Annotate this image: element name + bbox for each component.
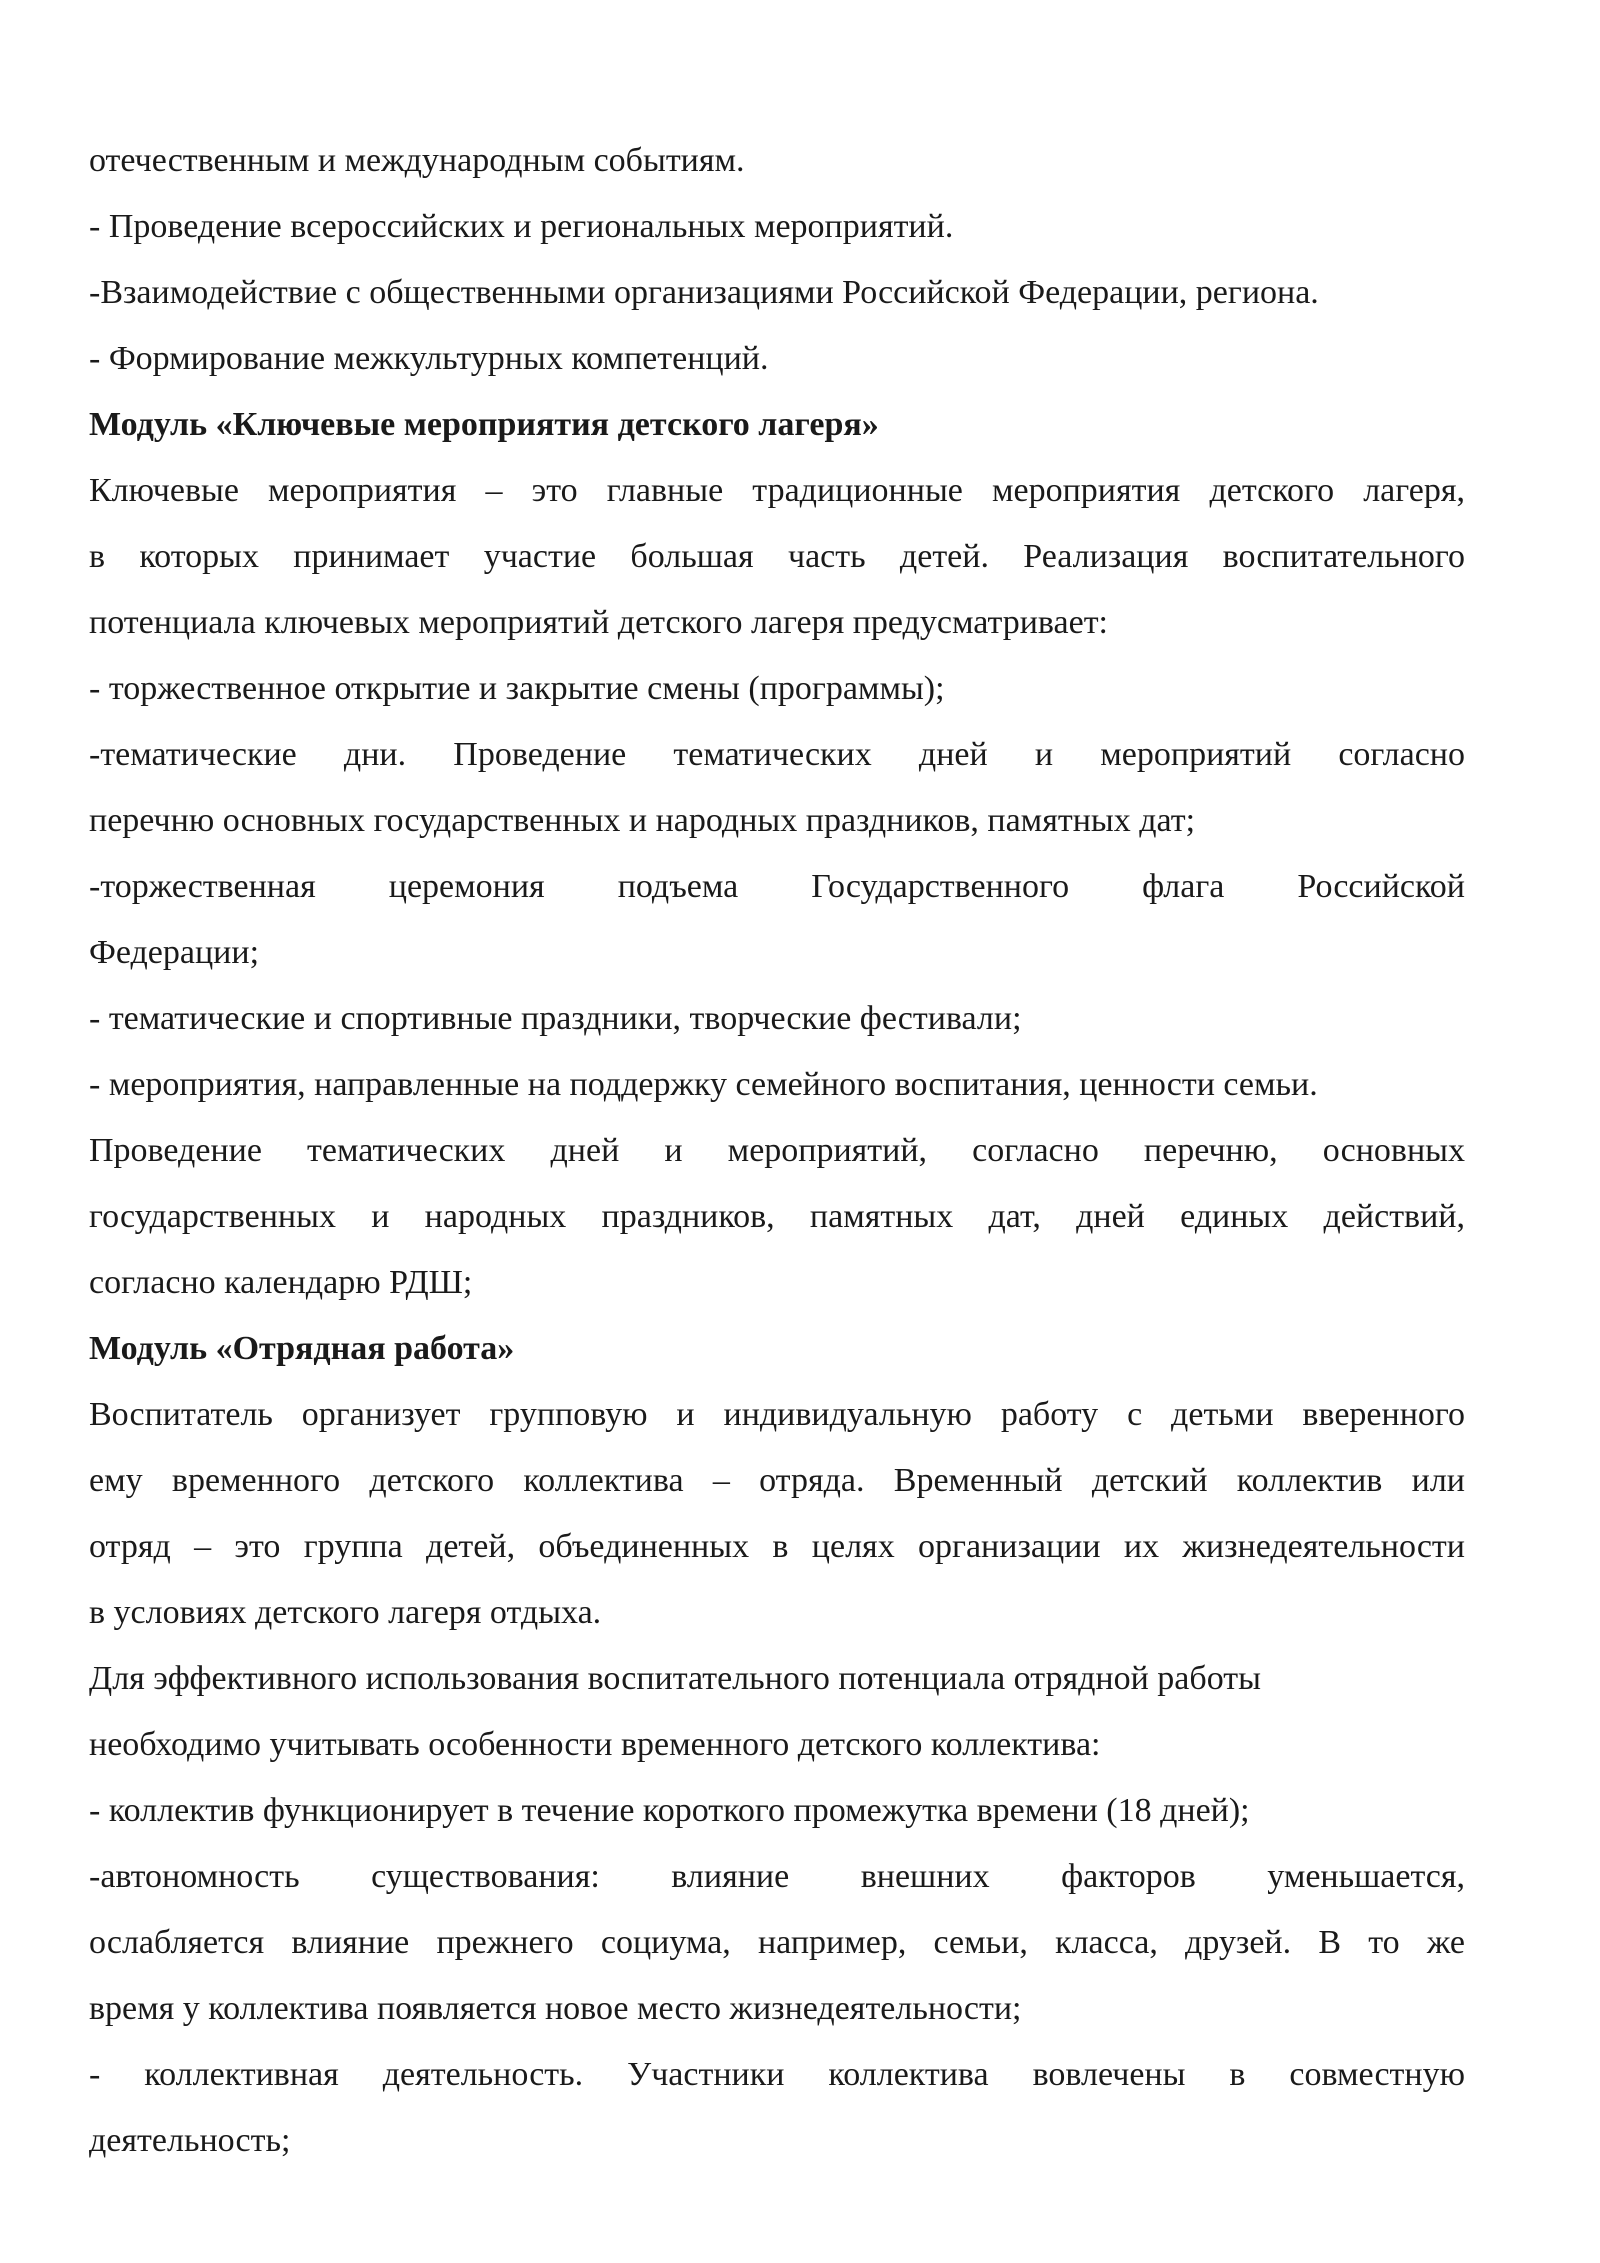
text-line: -автономность существования: влияние внешних факторов уменьшается, bbox=[89, 1858, 1465, 1895]
text-line: Ключевые мероприятия – это главные традиционные мероприятия детского лагеря, bbox=[89, 472, 1465, 509]
text-line: -тематические дни. Проведение тематических дней и мероприятий согласно bbox=[89, 736, 1465, 773]
text-line: согласно календарю РДШ; bbox=[89, 1264, 473, 1301]
text-line: ослабляется влияние прежнего социума, например, семьи, класса, друзей. В то же bbox=[89, 1924, 1465, 1961]
text-line: государственных и народных праздников, памятных дат, дней единых действий, bbox=[89, 1198, 1465, 1235]
section-heading: Модуль «Ключевые мероприятия детского лагеря» bbox=[89, 406, 879, 443]
text-line: - Формирование межкультурных компетенций. bbox=[89, 340, 769, 377]
text-line: потенциала ключевых мероприятий детского лагеря предусматривает: bbox=[89, 604, 1109, 641]
text-line: - торжественное открытие и закрытие смены (программы); bbox=[89, 670, 945, 707]
text-line: Воспитатель организует групповую и индивидуальную работу с детьми вверенного bbox=[89, 1396, 1465, 1433]
text-line: перечню основных государственных и народных праздников, памятных дат; bbox=[89, 802, 1196, 839]
text-line: отечественным и международным событиям. bbox=[89, 142, 745, 179]
text-line: Федерации; bbox=[89, 934, 260, 971]
text-line: необходимо учитывать особенности временного детского коллектива: bbox=[89, 1726, 1101, 1763]
text-line: - Проведение всероссийских и региональных мероприятий. bbox=[89, 208, 954, 245]
document-body bbox=[89, 128, 1465, 2174]
text-line: - тематические и спортивные праздники, творческие фестивали; bbox=[89, 1000, 1022, 1037]
text-line: в которых принимает участие большая часть детей. Реализация воспитательного bbox=[89, 538, 1465, 575]
text-line: время у коллектива появляется новое место жизнедеятельности; bbox=[89, 1990, 1022, 2027]
text-line: - коллективная деятельность. Участники коллектива вовлечены в совместную bbox=[89, 2056, 1465, 2093]
text-line: в условиях детского лагеря отдыха. bbox=[89, 1594, 602, 1631]
text-line: -Взаимодействие с общественными организациями Российской Федерации, региона. bbox=[89, 274, 1319, 311]
text-line: отряд – это группа детей, объединенных в целях организации их жизнедеятельности bbox=[89, 1528, 1465, 1565]
text-line: -торжественная церемония подъема Государственного флага Российской bbox=[89, 868, 1465, 905]
text-line: Проведение тематических дней и мероприятий, согласно перечню, основных bbox=[89, 1132, 1465, 1169]
text-line: - мероприятия, направленные на поддержку семейного воспитания, ценности семьи. bbox=[89, 1066, 1318, 1103]
text-line: Для эффективного использования воспитательного потенциала отрядной работы bbox=[89, 1660, 1261, 1697]
text-line: деятельность; bbox=[89, 2122, 291, 2159]
text-line: - коллектив функционирует в течение короткого промежутка времени (18 дней); bbox=[89, 1792, 1250, 1829]
section-heading: Модуль «Отрядная работа» bbox=[89, 1330, 515, 1367]
text-line: ему временного детского коллектива – отряда. Временный детский коллектив или bbox=[89, 1462, 1465, 1499]
